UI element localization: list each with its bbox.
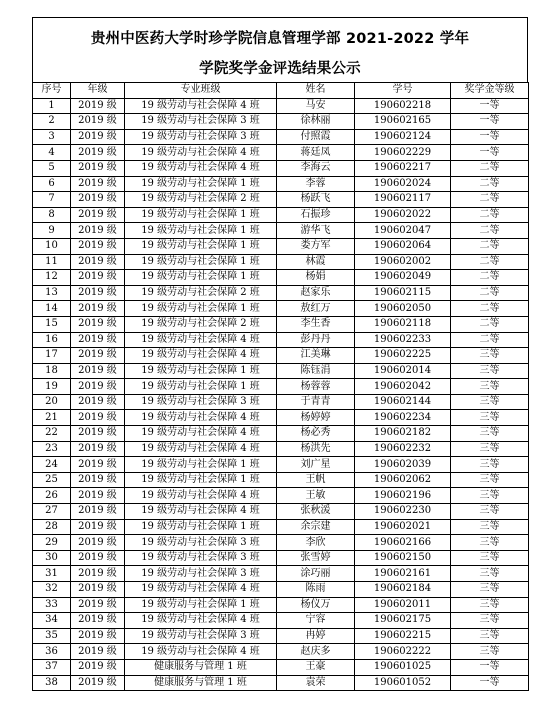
cell-student-id: 190602175 [355,613,451,629]
cell-major-class: 19 级劳动与社会保障 3 班 [125,535,277,551]
cell-major-class: 19 级劳动与社会保障 1 班 [125,207,277,223]
cell-serial-number: 2 [33,114,71,130]
cell-serial-number: 1 [33,98,71,114]
cell-name: 杨必秀 [277,426,355,442]
cell-student-id: 190602021 [355,519,451,535]
cell-grade: 2019 级 [71,675,125,691]
header-student-id: 学号 [355,83,451,99]
cell-student-id: 190602042 [355,379,451,395]
cell-major-class: 19 级劳动与社会保障 3 班 [125,129,277,145]
cell-major-class: 19 级劳动与社会保障 3 班 [125,628,277,644]
cell-scholarship-level: 二等 [451,176,529,192]
cell-grade: 2019 级 [71,441,125,457]
table-row [33,301,529,317]
cell-major-class: 19 级劳动与社会保障 1 班 [125,301,277,317]
cell-name: 马安 [277,98,355,114]
cell-serial-number: 36 [33,644,71,660]
cell-scholarship-level: 三等 [451,379,529,395]
cell-serial-number: 9 [33,223,71,239]
header-scholarship-level: 奖学金等级 [451,83,529,99]
cell-scholarship-level: 三等 [451,348,529,364]
table-row [33,659,529,675]
cell-major-class: 19 级劳动与社会保障 3 班 [125,550,277,566]
cell-serial-number: 16 [33,332,71,348]
cell-student-id: 190602225 [355,348,451,364]
cell-major-class: 19 级劳动与社会保障 1 班 [125,176,277,192]
cell-name: 赵家乐 [277,285,355,301]
cell-major-class: 19 级劳动与社会保障 3 班 [125,566,277,582]
table-row [33,597,529,613]
cell-serial-number: 22 [33,426,71,442]
cell-major-class: 19 级劳动与社会保障 1 班 [125,270,277,286]
cell-name: 杨婷婷 [277,410,355,426]
table-row [33,332,529,348]
cell-grade: 2019 级 [71,659,125,675]
cell-major-class: 19 级劳动与社会保障 1 班 [125,519,277,535]
cell-major-class: 19 级劳动与社会保障 4 班 [125,348,277,364]
cell-major-class: 19 级劳动与社会保障 4 班 [125,410,277,426]
cell-student-id: 190602024 [355,176,451,192]
cell-serial-number: 37 [33,659,71,675]
cell-student-id: 190602165 [355,114,451,130]
cell-serial-number: 26 [33,488,71,504]
table-row [33,441,529,457]
cell-student-id: 190602064 [355,238,451,254]
cell-grade: 2019 级 [71,145,125,161]
table-row [33,488,529,504]
cell-grade: 2019 级 [71,379,125,395]
cell-scholarship-level: 二等 [451,301,529,317]
cell-student-id: 190601052 [355,675,451,691]
table-row [33,176,529,192]
cell-student-id: 190602062 [355,472,451,488]
cell-scholarship-level: 二等 [451,285,529,301]
cell-grade: 2019 级 [71,238,125,254]
cell-grade: 2019 级 [71,644,125,660]
cell-student-id: 190602150 [355,550,451,566]
cell-grade: 2019 级 [71,332,125,348]
cell-student-id: 190602230 [355,504,451,520]
cell-grade: 2019 级 [71,363,125,379]
document-title: 贵州中医药大学时珍学院信息管理学部 2021-2022 学年 [90,30,470,47]
cell-major-class: 19 级劳动与社会保障 4 班 [125,644,277,660]
table-row [33,285,529,301]
cell-name: 王豪 [277,659,355,675]
cell-grade: 2019 级 [71,98,125,114]
cell-student-id: 190602124 [355,129,451,145]
cell-grade: 2019 级 [71,207,125,223]
cell-major-class: 19 级劳动与社会保障 2 班 [125,285,277,301]
header-grade: 年级 [71,83,125,99]
cell-name: 王帆 [277,472,355,488]
cell-serial-number: 12 [33,270,71,286]
cell-scholarship-level: 三等 [451,394,529,410]
cell-scholarship-level: 一等 [451,114,529,130]
cell-grade: 2019 级 [71,613,125,629]
cell-grade: 2019 级 [71,488,125,504]
cell-scholarship-level: 三等 [451,472,529,488]
cell-major-class: 19 级劳动与社会保障 4 班 [125,332,277,348]
table-row [33,472,529,488]
cell-serial-number: 38 [33,675,71,691]
cell-major-class: 19 级劳动与社会保障 2 班 [125,316,277,332]
cell-name: 石振珍 [277,207,355,223]
table-row [33,379,529,395]
cell-serial-number: 27 [33,504,71,520]
table-row [33,582,529,598]
cell-serial-number: 13 [33,285,71,301]
table-row [33,550,529,566]
cell-serial-number: 23 [33,441,71,457]
cell-name: 杨仪万 [277,597,355,613]
cell-scholarship-level: 二等 [451,270,529,286]
table-header-row [33,83,529,99]
results-document [32,17,528,691]
cell-student-id: 190602144 [355,394,451,410]
cell-grade: 2019 级 [71,316,125,332]
cell-serial-number: 8 [33,207,71,223]
cell-scholarship-level: 三等 [451,519,529,535]
table-row [33,675,529,691]
cell-student-id: 190602234 [355,410,451,426]
cell-scholarship-level: 二等 [451,332,529,348]
cell-scholarship-level: 一等 [451,145,529,161]
cell-name: 李生香 [277,316,355,332]
table-row [33,457,529,473]
cell-name: 王敏 [277,488,355,504]
cell-scholarship-level: 二等 [451,207,529,223]
cell-major-class: 19 级劳动与社会保障 1 班 [125,379,277,395]
header-serial-number: 序号 [33,83,71,99]
cell-name: 李海云 [277,160,355,176]
cell-name: 涂巧丽 [277,566,355,582]
cell-major-class: 19 级劳动与社会保障 1 班 [125,223,277,239]
cell-student-id: 190602011 [355,597,451,613]
cell-student-id: 190602229 [355,145,451,161]
cell-name: 林霞 [277,254,355,270]
cell-grade: 2019 级 [71,597,125,613]
cell-scholarship-level: 三等 [451,457,529,473]
cell-scholarship-level: 三等 [451,613,529,629]
cell-major-class: 19 级劳动与社会保障 4 班 [125,582,277,598]
table-row [33,238,529,254]
cell-student-id: 190601025 [355,659,451,675]
cell-name: 陈雨 [277,582,355,598]
cell-scholarship-level: 二等 [451,316,529,332]
cell-serial-number: 29 [33,535,71,551]
cell-name: 余宗建 [277,519,355,535]
table-body [33,98,529,691]
cell-grade: 2019 级 [71,176,125,192]
cell-serial-number: 31 [33,566,71,582]
cell-name: 徐林丽 [277,114,355,130]
cell-grade: 2019 级 [71,285,125,301]
cell-serial-number: 11 [33,254,71,270]
cell-name: 刘广星 [277,457,355,473]
cell-serial-number: 5 [33,160,71,176]
cell-serial-number: 17 [33,348,71,364]
cell-serial-number: 20 [33,394,71,410]
cell-scholarship-level: 一等 [451,129,529,145]
table-row [33,394,529,410]
cell-scholarship-level: 三等 [451,426,529,442]
cell-serial-number: 30 [33,550,71,566]
cell-grade: 2019 级 [71,192,125,208]
cell-student-id: 190602014 [355,363,451,379]
cell-serial-number: 34 [33,613,71,629]
cell-serial-number: 14 [33,301,71,317]
cell-student-id: 190602218 [355,98,451,114]
cell-scholarship-level: 一等 [451,659,529,675]
cell-student-id: 190602184 [355,582,451,598]
header-name: 姓名 [277,83,355,99]
table-row [33,504,529,520]
cell-grade: 2019 级 [71,223,125,239]
cell-name: 游华飞 [277,223,355,239]
cell-name: 张秋湲 [277,504,355,520]
cell-serial-number: 19 [33,379,71,395]
cell-grade: 2019 级 [71,582,125,598]
cell-student-id: 190602117 [355,192,451,208]
cell-serial-number: 32 [33,582,71,598]
cell-serial-number: 35 [33,628,71,644]
table-row [33,535,529,551]
cell-grade: 2019 级 [71,628,125,644]
cell-major-class: 健康服务与管理 1 班 [125,675,277,691]
cell-major-class: 19 级劳动与社会保障 1 班 [125,238,277,254]
cell-scholarship-level: 三等 [451,504,529,520]
cell-name: 蒋廷凤 [277,145,355,161]
scholarship-results-table [32,82,529,691]
cell-scholarship-level: 三等 [451,550,529,566]
cell-serial-number: 21 [33,410,71,426]
cell-grade: 2019 级 [71,129,125,145]
cell-major-class: 19 级劳动与社会保障 1 班 [125,363,277,379]
cell-scholarship-level: 三等 [451,597,529,613]
cell-student-id: 190602050 [355,301,451,317]
cell-major-class: 健康服务与管理 1 班 [125,659,277,675]
cell-scholarship-level: 三等 [451,566,529,582]
table-row [33,223,529,239]
cell-major-class: 19 级劳动与社会保障 1 班 [125,254,277,270]
cell-scholarship-level: 一等 [451,98,529,114]
cell-major-class: 19 级劳动与社会保障 4 班 [125,145,277,161]
cell-student-id: 190602215 [355,628,451,644]
cell-student-id: 190602115 [355,285,451,301]
cell-scholarship-level: 一等 [451,675,529,691]
table-row [33,613,529,629]
table-row [33,628,529,644]
cell-name: 李蓉 [277,176,355,192]
cell-major-class: 19 级劳动与社会保障 4 班 [125,426,277,442]
cell-major-class: 19 级劳动与社会保障 2 班 [125,192,277,208]
cell-name: 于青青 [277,394,355,410]
cell-serial-number: 33 [33,597,71,613]
cell-major-class: 19 级劳动与社会保障 3 班 [125,114,277,130]
cell-name: 杨娟 [277,270,355,286]
cell-major-class: 19 级劳动与社会保障 1 班 [125,597,277,613]
cell-grade: 2019 级 [71,394,125,410]
cell-grade: 2019 级 [71,472,125,488]
cell-name: 陈钰涓 [277,363,355,379]
cell-major-class: 19 级劳动与社会保障 4 班 [125,98,277,114]
table-row [33,566,529,582]
cell-name: 赵庆多 [277,644,355,660]
cell-major-class: 19 级劳动与社会保障 1 班 [125,472,277,488]
cell-major-class: 19 级劳动与社会保障 4 班 [125,613,277,629]
cell-scholarship-level: 三等 [451,363,529,379]
cell-serial-number: 7 [33,192,71,208]
cell-scholarship-level: 三等 [451,488,529,504]
cell-grade: 2019 级 [71,457,125,473]
cell-student-id: 190602118 [355,316,451,332]
table-row [33,114,529,130]
table-row [33,254,529,270]
table-row [33,519,529,535]
cell-grade: 2019 级 [71,519,125,535]
cell-scholarship-level: 三等 [451,582,529,598]
cell-serial-number: 10 [33,238,71,254]
cell-major-class: 19 级劳动与社会保障 4 班 [125,504,277,520]
cell-scholarship-level: 三等 [451,410,529,426]
cell-serial-number: 15 [33,316,71,332]
cell-student-id: 190602222 [355,644,451,660]
table-row [33,207,529,223]
cell-name: 杨蓉蓉 [277,379,355,395]
cell-grade: 2019 级 [71,114,125,130]
table-row [33,410,529,426]
cell-name: 宁容 [277,613,355,629]
cell-name: 袁荣 [277,675,355,691]
cell-serial-number: 24 [33,457,71,473]
cell-grade: 2019 级 [71,348,125,364]
cell-name: 江美琳 [277,348,355,364]
cell-scholarship-level: 三等 [451,628,529,644]
cell-grade: 2019 级 [71,535,125,551]
cell-major-class: 19 级劳动与社会保障 4 班 [125,441,277,457]
cell-student-id: 190602161 [355,566,451,582]
cell-name: 娄方军 [277,238,355,254]
cell-student-id: 190602232 [355,441,451,457]
cell-grade: 2019 级 [71,301,125,317]
cell-grade: 2019 级 [71,254,125,270]
cell-name: 敖红万 [277,301,355,317]
cell-scholarship-level: 三等 [451,535,529,551]
cell-serial-number: 3 [33,129,71,145]
table-row [33,192,529,208]
cell-grade: 2019 级 [71,426,125,442]
cell-grade: 2019 级 [71,504,125,520]
cell-scholarship-level: 二等 [451,160,529,176]
cell-student-id: 190602233 [355,332,451,348]
cell-major-class: 19 级劳动与社会保障 1 班 [125,457,277,473]
cell-grade: 2019 级 [71,566,125,582]
document-subtitle: 学院奖学金评选结果公示 [199,60,361,77]
cell-student-id: 190602182 [355,426,451,442]
header-major-class: 专业班级 [125,83,277,99]
table-row [33,145,529,161]
cell-scholarship-level: 二等 [451,238,529,254]
table-row [33,426,529,442]
table-row [33,363,529,379]
cell-scholarship-level: 三等 [451,644,529,660]
cell-scholarship-level: 三等 [451,441,529,457]
cell-grade: 2019 级 [71,160,125,176]
cell-serial-number: 4 [33,145,71,161]
cell-name: 李欣 [277,535,355,551]
cell-serial-number: 6 [33,176,71,192]
cell-major-class: 19 级劳动与社会保障 4 班 [125,160,277,176]
cell-student-id: 190602047 [355,223,451,239]
cell-grade: 2019 级 [71,270,125,286]
cell-name: 杨洪先 [277,441,355,457]
cell-name: 冉婷 [277,628,355,644]
cell-major-class: 19 级劳动与社会保障 3 班 [125,394,277,410]
cell-name: 张雪婷 [277,550,355,566]
title-block [32,17,528,82]
cell-scholarship-level: 二等 [451,192,529,208]
cell-student-id: 190602196 [355,488,451,504]
cell-name: 付照霞 [277,129,355,145]
cell-student-id: 190602049 [355,270,451,286]
cell-student-id: 190602166 [355,535,451,551]
cell-name: 彭丹丹 [277,332,355,348]
cell-student-id: 190602217 [355,160,451,176]
cell-serial-number: 18 [33,363,71,379]
table-row [33,348,529,364]
cell-student-id: 190602039 [355,457,451,473]
table-row [33,129,529,145]
cell-student-id: 190602002 [355,254,451,270]
cell-grade: 2019 级 [71,410,125,426]
table-row [33,316,529,332]
cell-scholarship-level: 二等 [451,223,529,239]
cell-student-id: 190602022 [355,207,451,223]
table-row [33,270,529,286]
cell-serial-number: 28 [33,519,71,535]
cell-name: 杨跃飞 [277,192,355,208]
table-row [33,98,529,114]
cell-grade: 2019 级 [71,550,125,566]
table-row [33,160,529,176]
cell-scholarship-level: 二等 [451,254,529,270]
cell-serial-number: 25 [33,472,71,488]
table-row [33,644,529,660]
cell-major-class: 19 级劳动与社会保障 4 班 [125,488,277,504]
